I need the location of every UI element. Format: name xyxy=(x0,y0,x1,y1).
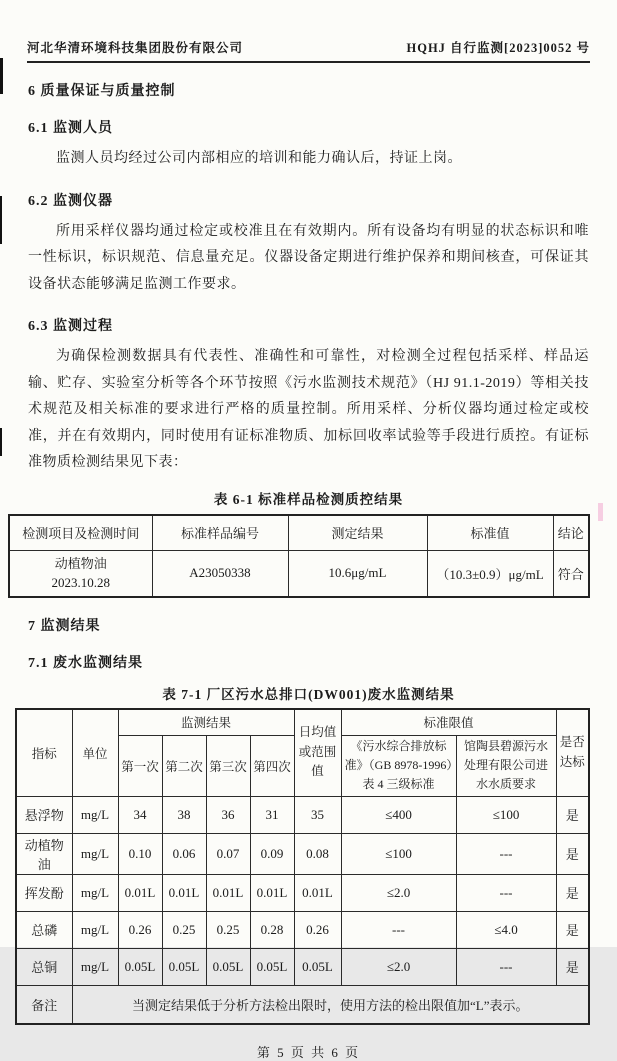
cell-daily: 0.01L xyxy=(294,874,341,911)
cell-indicator: 动植物油 xyxy=(16,833,72,874)
column-group-limits: 标准限值 xyxy=(341,709,556,736)
section-7-title: 7 监测结果 xyxy=(28,618,101,634)
table-row xyxy=(16,948,589,985)
column-header-run2: 第二次 xyxy=(162,736,206,797)
cell-run4: 0.01L xyxy=(250,874,294,911)
cell-run2: 0.05L xyxy=(162,948,206,985)
cell-run1: 0.26 xyxy=(118,911,162,948)
cell-item xyxy=(9,551,152,597)
cell-run2: 0.06 xyxy=(162,833,206,874)
cell-compliant: 是 xyxy=(556,833,589,874)
cell-sample-no: A23050338 xyxy=(152,551,288,597)
section-6-title: 6 质量保证与质量控制 xyxy=(28,84,176,99)
table-6-1-header-row xyxy=(9,515,589,551)
section-6-1-paragraph: 监测人员均经过公司内部相应的培训和能力确认后，持证上岗。 xyxy=(56,151,462,166)
table-7-1 xyxy=(15,708,590,1026)
column-header: 结论 xyxy=(553,515,589,551)
cell-gb-limit: ≤2.0 xyxy=(341,948,456,985)
page-header xyxy=(27,0,590,63)
section-7-1-title: 7.1 废水监测结果 xyxy=(28,655,143,671)
table-6-1-title: 表 6-1 标准样品检测质控结果 xyxy=(213,491,404,507)
section-6-2-paragraph: 所用采样仪器均通过检定或校准且在有效期内。所有设备均有明显的状态标识和唯一性标识，标识规范、信息量充足。仪器设备定期进行维护保养和期间核查，可保证其设备状态能够满足监测工作要求。 xyxy=(28,223,589,292)
column-header-run1: 第一次 xyxy=(118,736,162,797)
cell-compliant: 是 xyxy=(556,796,589,833)
scan-artifact xyxy=(598,503,603,521)
cell-indicator: 总铜 xyxy=(16,948,72,985)
page-number: 第 5 页 共 6 页 xyxy=(256,1045,361,1061)
cell-compliant: 是 xyxy=(556,874,589,911)
cell-conclusion: 符合 xyxy=(553,551,589,597)
section-6-3-title: 6.3 监测过程 xyxy=(28,319,113,334)
cell-unit: mg/L xyxy=(72,833,118,874)
cell-compliant: 是 xyxy=(556,948,589,985)
cell-unit: mg/L xyxy=(72,796,118,833)
cell-unit: mg/L xyxy=(72,874,118,911)
column-header: 标准值 xyxy=(427,515,553,551)
cell-gb-limit: ≤2.0 xyxy=(341,874,456,911)
column-header-gb-standard: 《污水综合排放标准》（GB 8978-1996）表 4 三级标准 xyxy=(341,736,456,797)
cell-standard: （10.3±0.9）μg/mL xyxy=(427,551,553,597)
column-header: 测定结果 xyxy=(288,515,427,551)
table-row xyxy=(16,874,589,911)
column-header-compliant: 是否达标 xyxy=(556,709,589,797)
table-7-1-header-row xyxy=(16,709,589,736)
column-header: 标准样品编号 xyxy=(152,515,288,551)
column-group-results: 监测结果 xyxy=(118,709,294,736)
cell-gb-limit: ≤100 xyxy=(341,833,456,874)
document-number: HQHJ 自行监测[2023]0052 号 xyxy=(406,41,590,55)
table-row xyxy=(9,551,589,597)
cell-run3: 36 xyxy=(206,796,250,833)
section-6-1-title: 6.1 监测人员 xyxy=(28,121,113,136)
cell-daily: 0.08 xyxy=(294,833,341,874)
cell-daily: 0.05L xyxy=(294,948,341,985)
note-label: 备注 xyxy=(16,985,72,1024)
section-6-3-paragraph: 为确保检测数据具有代表性、准确性和可靠性，对检测全过程包括采样、样品运输、贮存、实验室分析等各个环节按照《污水监测技术规范》（HJ 91.1-2019）等相关技术规范及相关标准的要求进行严格的质量控制。所用采样、分析仪器均通过检定或校准，并在有效期内，同时使用有证标准物质、加标回收率试验等手段进行质控。有证标准物质检测结果见下表： xyxy=(28,349,589,470)
cell-intake-limit: --- xyxy=(456,948,556,985)
column-header-indicator: 指标 xyxy=(16,709,72,797)
scan-artifact xyxy=(0,428,2,456)
cell-daily: 0.26 xyxy=(294,911,341,948)
table-7-1-title: 表 7-1 厂区污水总排口(DW001)废水监测结果 xyxy=(162,686,455,702)
cell-indicator: 挥发酚 xyxy=(16,874,72,911)
scan-artifact xyxy=(0,196,2,244)
table-6-1 xyxy=(8,514,590,598)
cell-run4: 0.05L xyxy=(250,948,294,985)
column-header-intake-standard: 馆陶县碧源污水处理有限公司进水水质要求 xyxy=(456,736,556,797)
item-name: 动植物油 xyxy=(54,556,107,572)
cell-intake-limit: ≤4.0 xyxy=(456,911,556,948)
cell-run2: 0.01L xyxy=(162,874,206,911)
cell-run4: 31 xyxy=(250,796,294,833)
cell-run4: 0.09 xyxy=(250,833,294,874)
item-date: 2023.10.28 xyxy=(51,575,110,591)
cell-run2: 0.25 xyxy=(162,911,206,948)
note-text: 当测定结果低于分析方法检出限时，使用方法的检出限值加“L”表示。 xyxy=(72,985,589,1024)
cell-run1: 0.10 xyxy=(118,833,162,874)
cell-gb-limit: ≤400 xyxy=(341,796,456,833)
cell-run3: 0.25 xyxy=(206,911,250,948)
cell-run1: 0.05L xyxy=(118,948,162,985)
cell-run2: 38 xyxy=(162,796,206,833)
cell-run1: 34 xyxy=(118,796,162,833)
cell-run3: 0.01L xyxy=(206,874,250,911)
table-note-row xyxy=(16,985,589,1024)
scan-artifact xyxy=(0,58,3,94)
cell-indicator: 悬浮物 xyxy=(16,796,72,833)
cell-compliant: 是 xyxy=(556,911,589,948)
column-header-daily: 日均值或范围值 xyxy=(294,709,341,797)
section-6-2-title: 6.2 监测仪器 xyxy=(28,193,113,209)
column-header-unit: 单位 xyxy=(72,709,118,797)
cell-run3: 0.05L xyxy=(206,948,250,985)
column-header-run4: 第四次 xyxy=(250,736,294,797)
cell-run3: 0.07 xyxy=(206,833,250,874)
cell-run4: 0.28 xyxy=(250,911,294,948)
cell-result: 10.6μg/mL xyxy=(288,551,427,597)
table-row xyxy=(16,911,589,948)
cell-daily: 35 xyxy=(294,796,341,833)
table-row xyxy=(16,796,589,833)
column-header: 检测项目及检测时间 xyxy=(9,515,152,551)
cell-run1: 0.01L xyxy=(118,874,162,911)
cell-unit: mg/L xyxy=(72,948,118,985)
table-row xyxy=(16,833,589,874)
cell-unit: mg/L xyxy=(72,911,118,948)
company-name: 河北华清环境科技集团股份有限公司 xyxy=(27,41,244,55)
cell-indicator: 总磷 xyxy=(16,911,72,948)
cell-intake-limit: --- xyxy=(456,833,556,874)
cell-intake-limit: ≤100 xyxy=(456,796,556,833)
column-header-run3: 第三次 xyxy=(206,736,250,797)
cell-intake-limit: --- xyxy=(456,874,556,911)
cell-gb-limit: --- xyxy=(341,911,456,948)
